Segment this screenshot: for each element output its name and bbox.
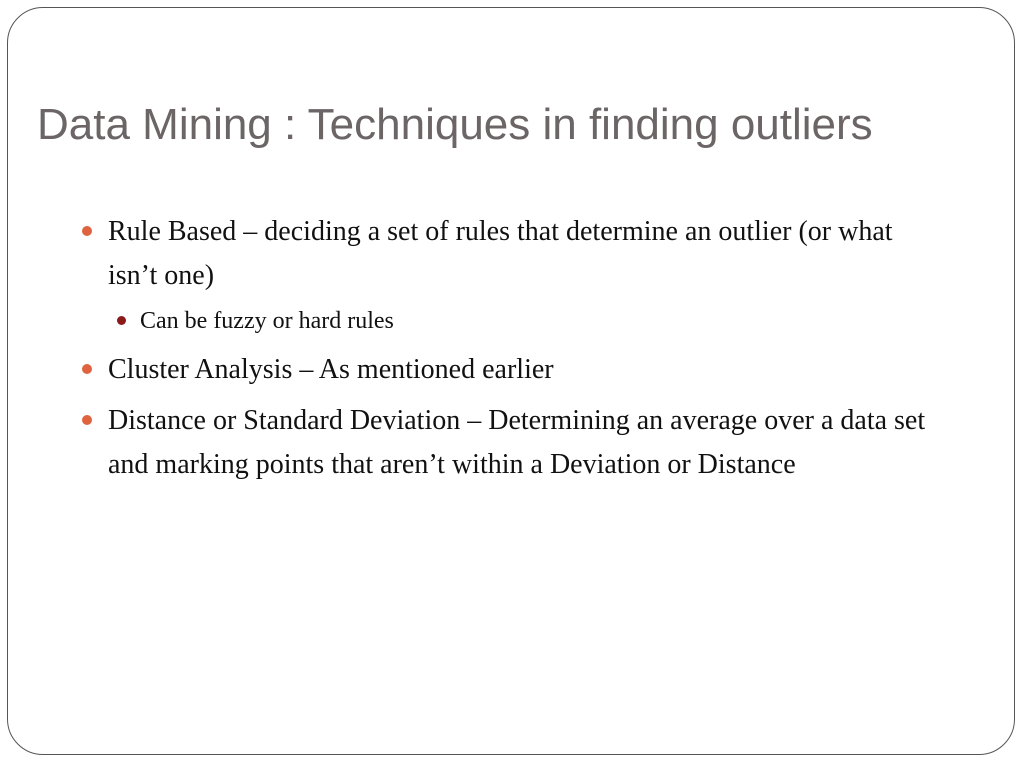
sub-bullet-dot-icon — [117, 316, 126, 325]
slide-title: Data Mining : Techniques in finding outliers — [37, 100, 873, 149]
bullet-dot-icon — [82, 415, 92, 425]
bullet-item — [108, 210, 938, 341]
bullet-dot-icon — [82, 364, 92, 374]
bullet-text: Cluster Analysis – As mentioned earlier — [108, 354, 554, 385]
sub-bullet-item — [140, 301, 938, 341]
bullet-text: Distance or Standard Deviation – Determining an average over a data set and marking points that aren’t within a Deviation or Distance — [108, 405, 926, 480]
bullet-item — [108, 399, 938, 487]
bullet-dot-icon — [82, 226, 92, 236]
bullet-list — [108, 210, 938, 494]
slide-frame — [7, 7, 1015, 755]
bullet-item — [108, 348, 938, 392]
bullet-text: Rule Based – deciding a set of rules that determine an outlier (or what isn’t one) — [108, 216, 893, 291]
sub-bullet-list — [108, 301, 938, 341]
sub-bullet-text: Can be fuzzy or hard rules — [140, 308, 394, 334]
